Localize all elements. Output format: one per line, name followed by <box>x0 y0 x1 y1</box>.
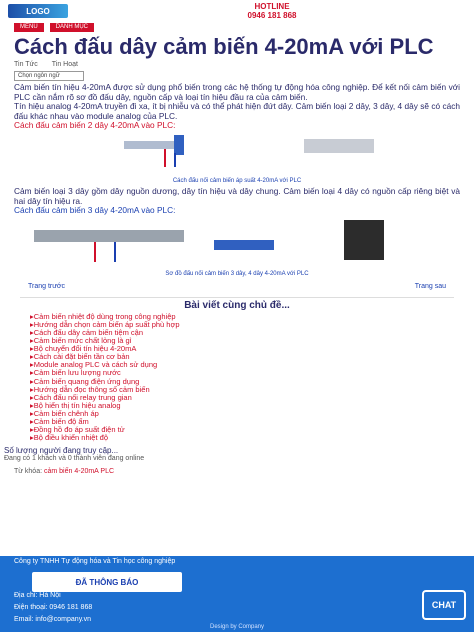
hotline-label: HOTLINE <box>254 2 290 11</box>
article-paragraph: Tín hiệu analog 4-20mA truyền đi xa, ít bị nhiễu và có thể phát hiện đứt dây. Cảm biến loại 2 dây, 3 dây, 4 dây sẽ có cách đấu khác nhau vào module analog của PLC. <box>14 101 460 121</box>
related-article-link[interactable]: ▸ Module analog PLC và cách sử dụng <box>30 361 454 369</box>
related-article-link[interactable]: ▸ Cảm biến quang điện ứng dụng <box>30 378 454 386</box>
related-article-link[interactable]: ▸ Bộ hiển thị tín hiệu analog <box>30 402 454 410</box>
prev-page-link[interactable]: Trang trước <box>28 282 66 290</box>
chat-button[interactable]: CHAT <box>422 590 466 620</box>
copyright: Design by Company <box>209 624 265 630</box>
site-footer <box>0 556 474 632</box>
category-button[interactable]: DANH MỤC <box>50 23 94 32</box>
pagination <box>0 280 474 293</box>
article-author[interactable]: Tin Tức <box>14 60 38 68</box>
badge-text: ĐÃ THÔNG BÁO <box>75 577 139 587</box>
related-article-link[interactable]: ▸ Cảm biến mức chất lỏng là gì <box>30 337 454 345</box>
wire-blue <box>174 153 176 167</box>
footer-email: Email: info@company.vn <box>14 616 92 623</box>
hotline[interactable] <box>248 2 297 20</box>
page-title: Cách đấu dây cảm biến 4-20mA với PLC <box>14 34 434 59</box>
article-meta <box>0 59 474 69</box>
wiring-figure-1 <box>14 133 460 175</box>
article-subheading: Cách đấu cảm biến 2 dây 4-20mA vào PLC: <box>14 120 176 131</box>
registered-badge[interactable] <box>32 572 182 592</box>
online-count: Đang có 1 khách và 0 thành viên đang online <box>4 455 145 463</box>
footer-phone: Điện thoại: 0946 181 868 <box>14 604 93 611</box>
menu-bar <box>0 22 474 32</box>
related-article-link[interactable]: ▸ Hướng dẫn đọc thông số cảm biến <box>30 386 454 394</box>
sensor-image <box>214 240 274 250</box>
wire-blue <box>114 242 116 262</box>
related-article-link[interactable]: ▸ Cảm biến độ ẩm <box>30 418 454 426</box>
menu-button[interactable]: MENU <box>14 23 44 32</box>
sensor-image <box>34 230 184 242</box>
article-views: Tin Hoạt <box>51 60 78 68</box>
hotline-number: 0946 181 868 <box>247 11 297 20</box>
logo-text: LOGO <box>26 6 50 16</box>
keywords <box>0 462 474 476</box>
related-article-link[interactable]: ▸ Cách cài đặt biến tần cơ bản <box>30 353 454 361</box>
wiring-figure-2 <box>14 218 460 268</box>
site-logo[interactable] <box>8 4 68 18</box>
plc-image <box>344 220 384 260</box>
wire-red <box>94 242 96 262</box>
online-heading: Số lượng người đang truy cập... <box>4 446 119 456</box>
related-list <box>20 313 454 443</box>
footer-address: Địa chỉ: Hà Nội <box>14 592 61 599</box>
figure-caption: Sơ đồ đấu nối cảm biến 3 dây, 4 dây 4-20mA với PLC <box>165 270 309 277</box>
figure-caption: Cách đấu nối cảm biến áp suất 4-20mA với PLC <box>172 177 302 184</box>
related-article-link[interactable]: ▸ Cảm biến nhiệt độ dùng trong công nghiệp <box>30 313 454 321</box>
footer-company: Công ty TNHH Tự động hóa và Tin học công nghiệp <box>14 558 176 565</box>
sensor-image <box>174 135 184 155</box>
related-article-link[interactable]: ▸ Bộ chuyển đổi tín hiệu 4-20mA <box>30 345 454 353</box>
related-heading: Bài viết cùng chủ đề... <box>184 299 290 311</box>
related-article-link[interactable]: ▸ Cảm biến chênh áp <box>30 410 454 418</box>
related-article-link[interactable]: ▸ Cách đấu nối relay trung gian <box>30 394 454 402</box>
language-select[interactable]: Chọn ngôn ngữ <box>14 71 84 81</box>
keywords-label: Từ khóa: <box>14 468 43 476</box>
article-paragraph: Cảm biến tín hiệu 4-20mA được sử dụng phổ biến trong các hệ thống tự động hóa công nghiệp. Để kết nối cảm biến với PLC cần nắm rõ sơ đồ đấu dây, nguồn cấp và loại tín hiệu đầu ra của cảm biến. <box>14 82 460 102</box>
keyword-link[interactable]: cảm biến <box>43 468 73 476</box>
article-subheading: Cách đấu cảm biến 3 dây 4-20mA vào PLC: <box>14 205 176 216</box>
wire-red <box>164 149 166 167</box>
related-articles <box>20 297 454 443</box>
related-article-link[interactable]: ▸ Hướng dẫn chọn cảm biến áp suất phù hợp <box>30 321 454 329</box>
header <box>0 0 474 22</box>
keyword-link[interactable]: 4-20mA <box>74 468 99 476</box>
keyword-link[interactable]: PLC <box>100 468 115 476</box>
plc-image <box>304 139 374 153</box>
related-article-link[interactable]: ▸ Cảm biến lưu lượng nước <box>30 369 454 377</box>
article-paragraph: Cảm biến loại 3 dây gồm dây nguồn dương, dây tín hiệu và dây chung. Cảm biến loại 4 dây có nguồn cấp riêng biệt và hai dây tín hiệu ra. <box>14 185 460 206</box>
related-article-link[interactable]: ▸ Đồng hồ đo áp suất điện tử <box>30 426 454 434</box>
related-article-link[interactable]: ▸ Bộ điều khiển nhiệt độ <box>30 434 454 442</box>
next-page-link[interactable]: Trang sau <box>414 282 446 290</box>
related-article-link[interactable]: ▸ Cách đấu dây cảm biến tiệm cận <box>30 329 454 337</box>
